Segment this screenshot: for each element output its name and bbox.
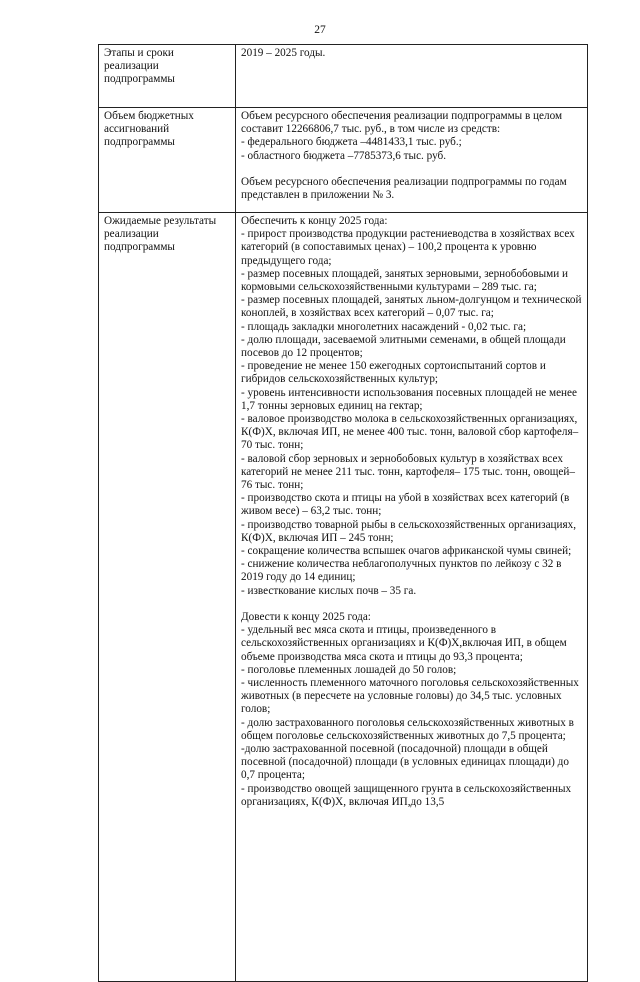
budget-appendix-line: Объем ресурсного обеспечения реализации подпрограммы по годам представлен в приложении № 3. [241, 175, 567, 202]
table-row-stages [99, 45, 588, 108]
budget-total-line: Объем ресурсного обеспечения реализации подпрограммы в целом составит 12266806,7 тыс. руб., в том числе из средств: [241, 110, 563, 136]
results-list-1 [241, 228, 582, 598]
list-item: - размер посевных площадей, занятых зерновыми, зернобобовыми и кормовыми сельскохозяйственными культурами – 289 тыс. га; [241, 267, 568, 294]
results-content [236, 213, 588, 982]
list-item: - площадь закладки многолетних насаждений - 0,02 тыс. га; [241, 320, 527, 333]
list-item: - сокращение количества вспышек очагов африканской чумы свиней; [241, 545, 572, 558]
results-intro-1: Обеспечить к концу 2025 года: [241, 215, 388, 227]
results-list-2 [241, 624, 582, 809]
page-number: 27 [314, 24, 326, 36]
table-row-results [99, 213, 588, 982]
list-item: - валовой сбор зерновых и зернобобовых культур в хозяйствах всех категорий не менее 211 тыс. тонн, картофеля– 175 тыс. тонн, овощей– 76 тыс. тонн; [241, 452, 575, 492]
list-item: - производство овощей защищенного грунта в сельскохозяйственных организациях, К(Ф)Х, включая ИП,до 13,5 [241, 782, 572, 808]
list-item: - долю застрахованного поголовья сельскохозяйственных животных в общем поголовье сельскохозяйственных животных до 7,5 процента; [241, 716, 574, 742]
list-item: -долю застрахованной посевной (посадочной) площади в общей посевной (посадочной) площади (в условных единицах площади) до 0,7 процента; [241, 742, 569, 782]
stages-value: 2019 – 2025 годы. [236, 45, 588, 108]
table-row-budget [99, 108, 588, 213]
results-intro-2: Довести к концу 2025 года: [241, 610, 371, 623]
stages-label: Этапы и сроки реализации подпрограммы [99, 45, 236, 108]
list-item: - долю площади, засеваемой элитными семенами, в общей площади посевов до 12 процентов; [241, 333, 566, 360]
paragraph-spacer [241, 163, 582, 176]
list-item: - поголовье племенных лошадей до 50 голов; [241, 663, 457, 676]
passport-table [98, 44, 588, 982]
paragraph-spacer [241, 598, 582, 611]
list-item: - уровень интенсивности использования посевных площадей не менее 1,7 тонны зерновых единиц на гектар; [241, 386, 577, 412]
budget-content [236, 108, 588, 213]
budget-regional-line: - областного бюджета –7785373,6 тыс. руб. [241, 149, 447, 162]
list-item: - проведение не менее 150 ежегодных сортоиспытаний сортов и гибридов сельскохозяйственных культур; [241, 360, 546, 386]
list-item: - производство скота и птицы на убой в хозяйствах всех категорий (в живом весе) – 63,2 тыс. тонн; [241, 492, 570, 518]
list-item: - известкование кислых почв – 35 га. [241, 584, 417, 597]
list-item: - прирост производства продукции растениеводства в хозяйствах всех категорий (в сопоставимых ценах) – 100,2 процента к уровню предыдущего года; [241, 228, 575, 267]
list-item: - численность племенного маточного поголовья сельскохозяйственных животных (в пересчете на условные головы) до 34,5 тыс. условных голов; [241, 676, 579, 716]
list-item: - удельный вес мяса скота и птицы, произведенного в сельскохозяйственных организациях и К(Ф)Х,включая ИП, в общем объеме производства мяса скота и птицы до 93,3 процента; [241, 624, 567, 663]
list-item: - валовое производство молока в сельскохозяйственных организациях, К(Ф)Х, включая ИП, не менее 400 тыс. тонн, валовой сбор картофеля– 70 тыс. тонн; [241, 413, 579, 452]
budget-label: Объем бюджетных ассигнований подпрограммы [99, 108, 236, 213]
results-label: Ожидаемые результаты реализации подпрограммы [99, 213, 236, 982]
list-item: - снижение количества неблагополучных пунктов по лейкозу с 32 в 2019 году до 14 единиц; [241, 558, 562, 584]
budget-federal-line: - федерального бюджета –4481433,1 тыс. руб.; [241, 136, 462, 149]
list-item: - размер посевных площадей, занятых льном-долгунцом и технической коноплей, в хозяйствах всех категорий – 0,07 тыс. га; [241, 294, 582, 320]
list-item: - производство товарной рыбы в сельскохозяйственных организациях, К(Ф)Х, включая ИП – 245 тонн; [241, 518, 577, 544]
